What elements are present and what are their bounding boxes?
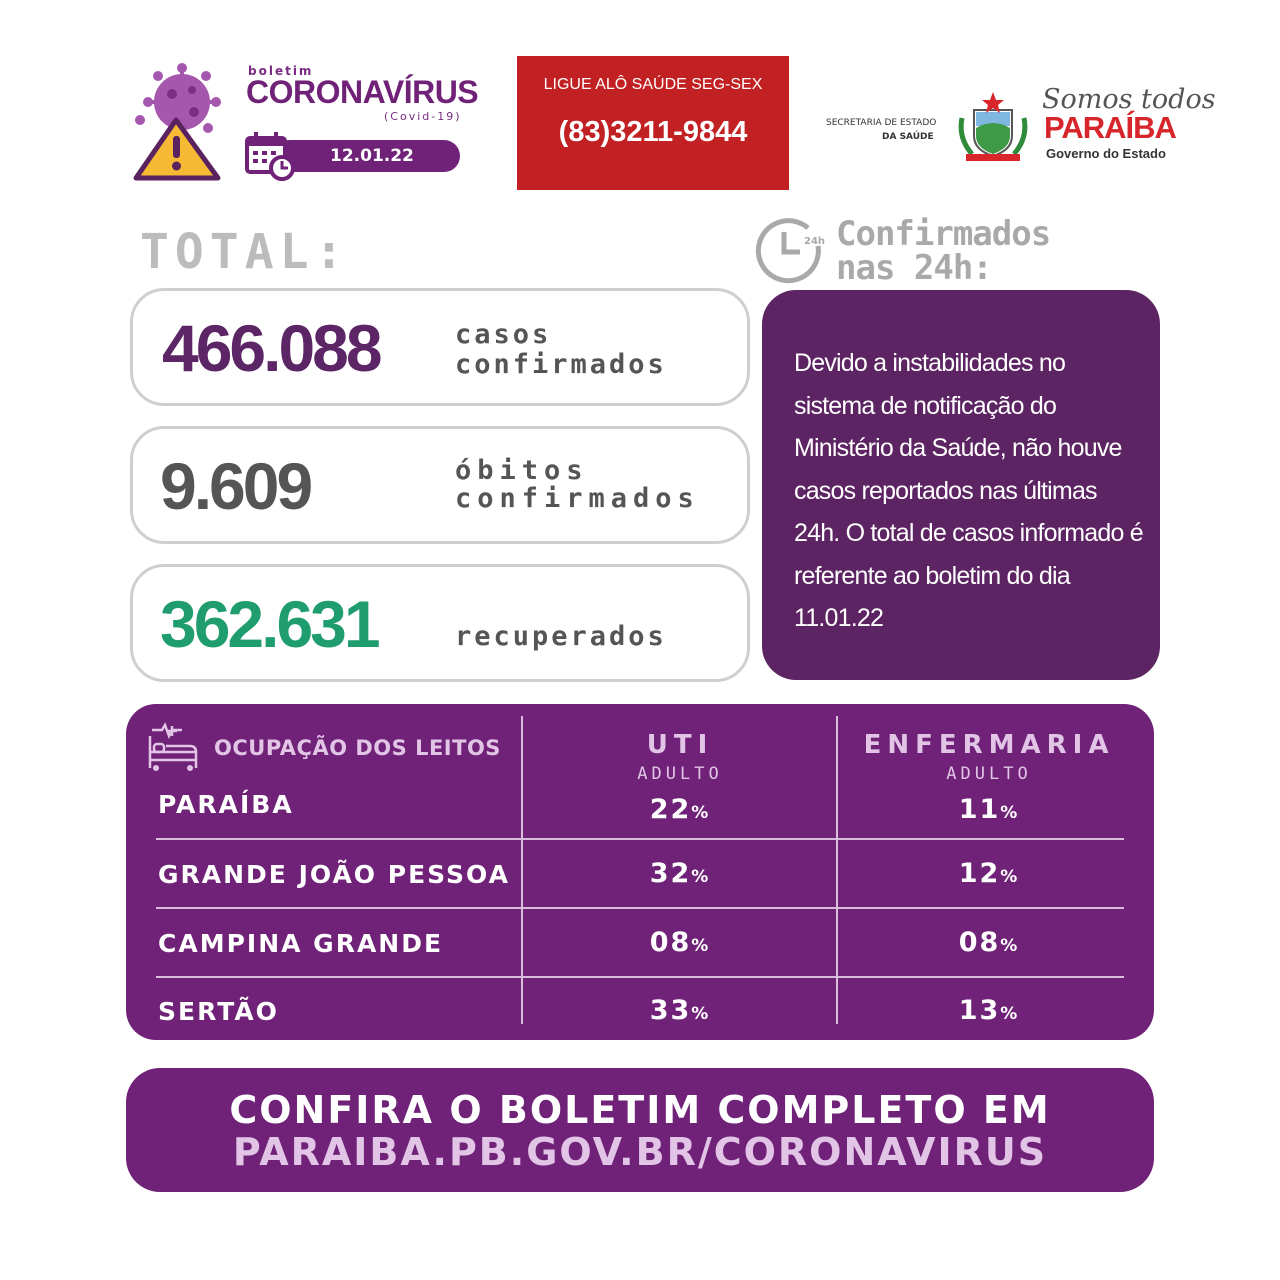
uti-value: 33: [649, 995, 692, 1026]
enfermaria-value: 12: [958, 858, 1001, 889]
slogan-somos-todos: Somos todos: [1042, 84, 1216, 115]
enfermaria-percent: [839, 858, 1139, 889]
percent-sign: %: [1000, 1004, 1020, 1024]
enfermaria-column-header: ENFERMARIA: [863, 730, 1115, 760]
virus-warning-icon: [132, 62, 228, 182]
uti-percent: [524, 858, 836, 889]
percent-sign: %: [691, 803, 711, 823]
footer-url[interactable]: PARAIBA.PB.GOV.BR/CORONAVIRUS: [232, 1130, 1048, 1174]
hospital-bed-icon: [146, 722, 200, 772]
clock-24h-icon: [756, 216, 826, 282]
occupancy-title: OCUPAÇÃO DOS LEITOS: [214, 736, 501, 760]
percent-sign: %: [1000, 803, 1020, 823]
recovered-value: 362.631: [160, 587, 378, 661]
percent-sign: %: [1000, 936, 1020, 956]
enfermaria-value: 08: [958, 927, 1001, 958]
row-divider: [156, 907, 1124, 909]
enfermaria-percent: [839, 995, 1139, 1026]
cases-label-2: confirmados: [455, 349, 667, 380]
bulletin-subtitle: (Covid-19): [384, 110, 462, 123]
enfermaria-column-sub: ADULTO: [946, 764, 1032, 784]
deaths-label-2: confirmados: [455, 483, 700, 514]
uti-percent: [524, 927, 836, 958]
percent-sign: %: [691, 936, 711, 956]
percent-sign: %: [691, 1004, 711, 1024]
last24-title-1: Confirmados: [836, 214, 1051, 254]
bulletin-date: 12.01.22: [330, 146, 414, 166]
deaths-label-1: óbitos: [455, 455, 589, 486]
row-divider: [156, 976, 1124, 978]
region-label: GRANDE JOÃO PESSOA: [158, 860, 510, 889]
hotline-label: LIGUE ALÔ SAÚDE SEG-SEX: [543, 76, 763, 93]
footer-cta: CONFIRA O BOLETIM COMPLETO EM: [229, 1088, 1051, 1132]
coat-of-arms-icon: [956, 88, 1030, 164]
hotline-number: (83)3211-9844: [558, 116, 748, 148]
bulletin-title: CORONAVÍRUS: [246, 74, 479, 110]
uti-value: 32: [649, 858, 692, 889]
deaths-value: 9.609: [160, 449, 311, 523]
cases-value: 466.088: [162, 311, 380, 385]
total-heading: TOTAL:: [140, 224, 350, 280]
percent-sign: %: [1000, 867, 1020, 887]
uti-value: 22: [649, 794, 692, 825]
row-divider: [156, 838, 1124, 840]
enfermaria-value: 13: [958, 995, 1001, 1026]
clock-24h-text: 24h: [804, 236, 826, 247]
recovered-label: recuperados: [455, 621, 667, 652]
paraiba-logo: PARAÍBA: [1044, 110, 1176, 145]
region-label: SERTÃO: [158, 997, 279, 1026]
enfermaria-percent: [839, 794, 1139, 825]
uti-percent: [524, 995, 836, 1026]
governo-label: Governo do Estado: [1046, 146, 1166, 161]
calendar-icon: [244, 130, 296, 182]
uti-column-header: UTI: [646, 730, 714, 760]
secretaria-line-2: DA SAÚDE: [882, 132, 934, 142]
boletim-label: boletim: [248, 64, 314, 78]
uti-value: 08: [649, 927, 692, 958]
notice-text: Devido a instabilidades no sistema de notificação do Ministério da Saúde, não houve casos reportados nas últimas 24h. O total de casos informado é referente ao boletim do dia 11.01.22: [794, 349, 1143, 632]
uti-percent: [524, 794, 836, 825]
last24-title-2: nas 24h:: [836, 248, 992, 288]
region-label: CAMPINA GRANDE: [158, 929, 444, 958]
cases-label-1: casos: [455, 319, 552, 350]
secretaria-line-1: SECRETARIA DE ESTADO: [826, 118, 937, 128]
uti-column-sub: ADULTO: [637, 764, 723, 784]
region-label: PARAÍBA: [158, 790, 294, 819]
percent-sign: %: [691, 867, 711, 887]
enfermaria-percent: [839, 927, 1139, 958]
enfermaria-value: 11: [958, 794, 1001, 825]
